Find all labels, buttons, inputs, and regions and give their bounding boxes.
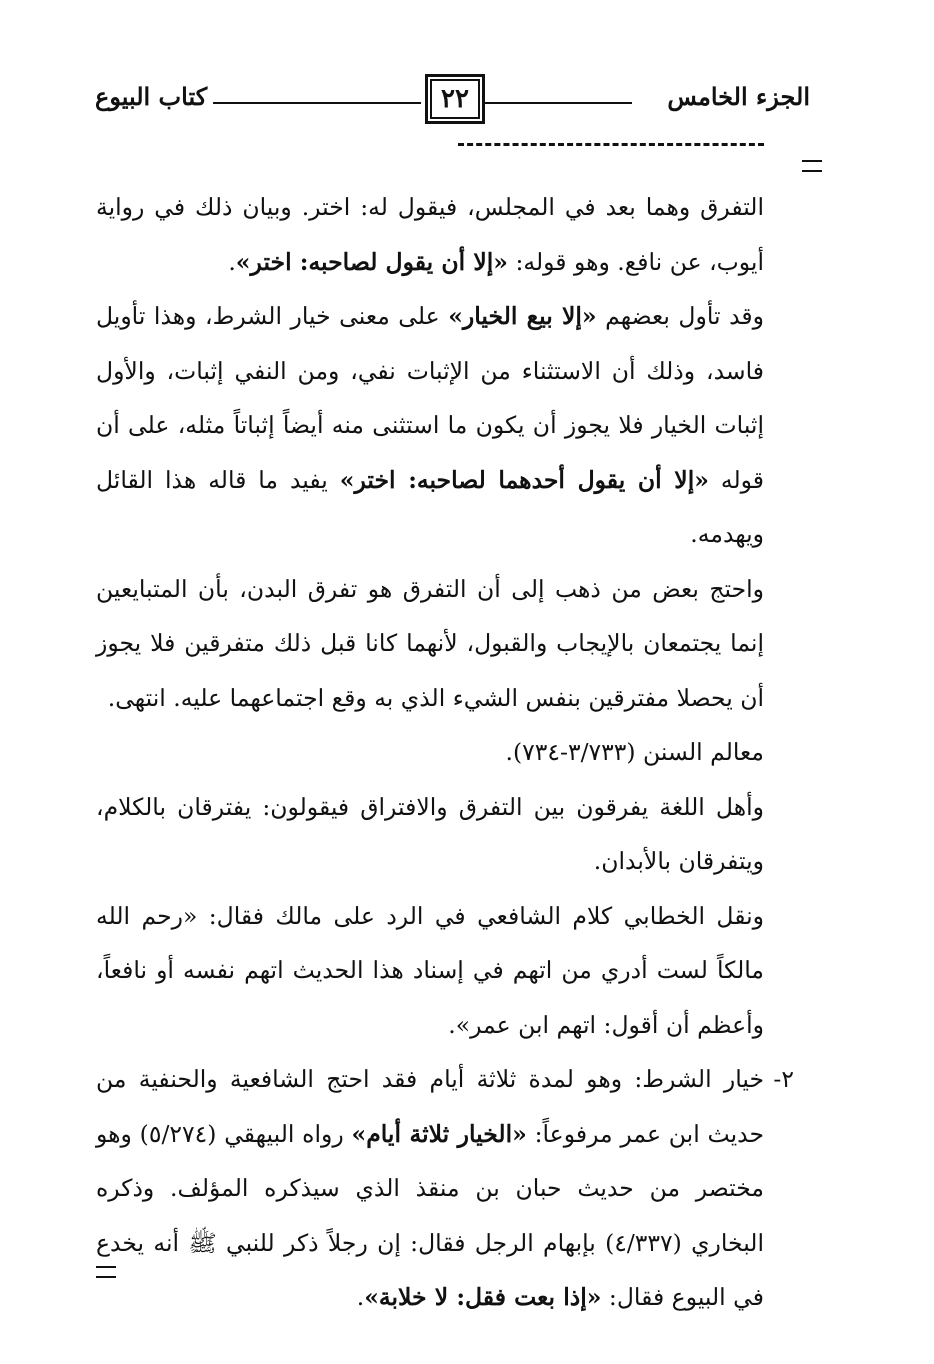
page-number-box xyxy=(425,74,485,124)
header-rule-right xyxy=(482,102,632,104)
footnote-text xyxy=(96,180,794,1325)
list-item-number: ٢- xyxy=(773,1065,794,1093)
hadith-quote: «إلا أن يقول لصاحبه: اختر» xyxy=(235,247,508,276)
paragraph-1: التفرق وهما بعد في المجلس، فيقول له: اختر. وبيان ذلك في رواية أيوب، عن نافع. وهو قوله: «إلا أن يقول لصاحبه: اختر». xyxy=(96,193,764,276)
hadith-quote: «إلا بيع الخيار» xyxy=(448,302,597,330)
page-number: ٢٢ xyxy=(441,84,469,114)
hadith-quote: «الخيار ثلاثة أيام» xyxy=(351,1119,527,1148)
source-citation: معالم السنن (٣/٧٣٣-٧٣٤). xyxy=(505,738,764,766)
footnote-separator xyxy=(458,143,764,146)
hadith-quote: «إذا بعت فقل: لا خلابة» xyxy=(364,1283,602,1311)
header-rule-left xyxy=(213,102,421,104)
running-header xyxy=(95,70,810,126)
paragraph-3: واحتج بعض من ذهب إلى أن التفرق هو تفرق البدن، بأن المتبايعين إنما يجتمعان بالإيجاب والقبول، لأنهما كانا قبل ذلك متفرقين فلا يجوز أن يحصلا مفترقين بنفس الشيء الذي به وقع اجتماعهما عليه. انتهى. xyxy=(96,574,764,712)
continuation-mark-bottom xyxy=(96,1266,116,1278)
part-title: الجزء الخامس xyxy=(667,82,810,111)
paragraph-5: وأهل اللغة يفرقون بين التفرق والافتراق فيقولون: يفترقان بالكلام، ويتفرقان بالأبدان. xyxy=(96,792,764,875)
continuation-mark-top xyxy=(802,160,822,172)
paragraph-6: ونقل الخطابي كلام الشافعي في الرد على مالك فقال: «رحم الله مالكاً لست أدري من اتهم في إسناد هذا الحديث اتهم نفسه أو نافعاً، وأعظم أن أقول: اتهم ابن عمر». xyxy=(96,901,764,1039)
paragraph-2: وقد تأول بعضهم «إلا بيع الخيار» على معنى خيار الشرط، وهذا تأويل فاسد، وذلك أن الاستثناء من الإثبات نفي، ومن النفي إثبات، والأول إثبات الخيار فلا يجوز أن يكون ما استثنى منه أيضاً إثباتاً مثله، على أن قوله «إلا أن يقول أحدهما لصاحبه: اختر» يفيد ما قاله هذا القائل ويهدمه. xyxy=(96,302,765,548)
book-title: كتاب البيوع xyxy=(95,82,208,111)
list-item: ٢- خيار الشرط: وهو لمدة ثلاثة أيام فقد احتج الشافعية والحنفية من حديث ابن عمر مرفوعاً: «الخيار ثلاثة أيام» رواه البيهقي (٥/٢٧٤) وهو مختصر من حديث حبان بن منقذ الذي سيذكره المؤلف. وذكره البخاري (٤/٣٣٧) بإبهام الرجل فقال: إن رجلاً ذكر للنبي ﷺ أنه يخدع في البيوع فقال: «إذا بعت فقل: لا خلابة». xyxy=(96,1052,764,1325)
hadith-quote: «إلا أن يقول أحدهما لصاحبه: اختر» xyxy=(339,465,709,494)
